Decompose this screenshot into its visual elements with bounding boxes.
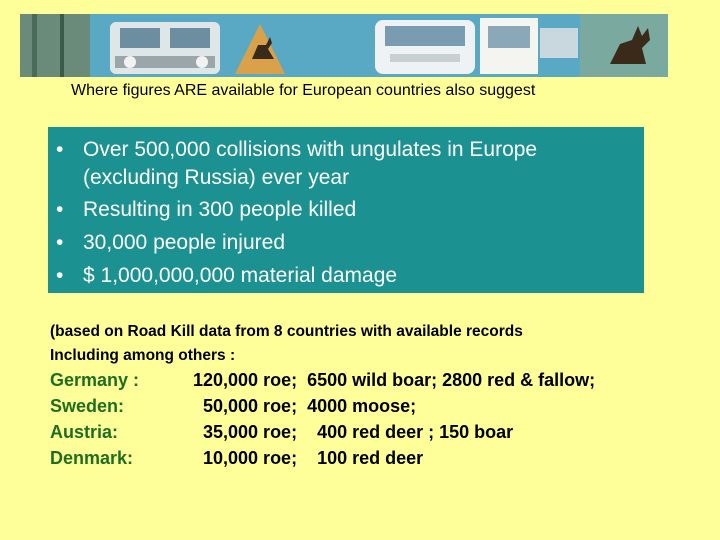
intro-text: Where figures ARE available for European countries also suggest	[71, 82, 536, 99]
country-name: Denmark:	[50, 448, 134, 468]
country-name: Sweden:	[50, 396, 125, 416]
bullet-icon: •	[56, 138, 64, 161]
bullet-text: 30,000 people injured	[83, 231, 286, 254]
country-figures: 10,000 roe; 100 red deer	[193, 448, 424, 468]
bullet-item	[56, 259, 644, 292]
bullet-text: $ 1,000,000,000 material damage	[83, 264, 398, 287]
key-figures-box	[48, 127, 644, 293]
bullet-icon: •	[56, 198, 64, 221]
road-wildlife-photo	[20, 14, 668, 77]
bullet-item	[56, 133, 644, 193]
country-figures: 50,000 roe; 4000 moose;	[193, 396, 417, 416]
source-note-line: Including among others :	[50, 347, 236, 364]
bullet-item	[56, 193, 644, 226]
country-figures: 35,000 roe; 400 red deer ; 150 boar	[193, 422, 514, 442]
bullet-list	[56, 133, 644, 292]
country-figures: 120,000 roe; 6500 wild boar; 2800 red & fallow;	[193, 370, 596, 390]
bullet-text-continuation: (excluding Russia) ever year	[83, 166, 350, 189]
banner-photo	[20, 14, 668, 77]
country-name: Germany :	[50, 370, 140, 390]
bullet-icon: •	[56, 264, 64, 287]
bullet-text: Resulting in 300 people killed	[83, 198, 357, 221]
bullet-item	[56, 226, 644, 259]
bullet-icon: •	[56, 231, 64, 254]
country-name: Austria:	[50, 422, 119, 442]
source-note-line: (based on Road Kill data from 8 countries with available records	[50, 323, 523, 340]
bullet-text: Over 500,000 collisions with ungulates in Europe	[83, 138, 538, 161]
source-note	[50, 320, 523, 368]
